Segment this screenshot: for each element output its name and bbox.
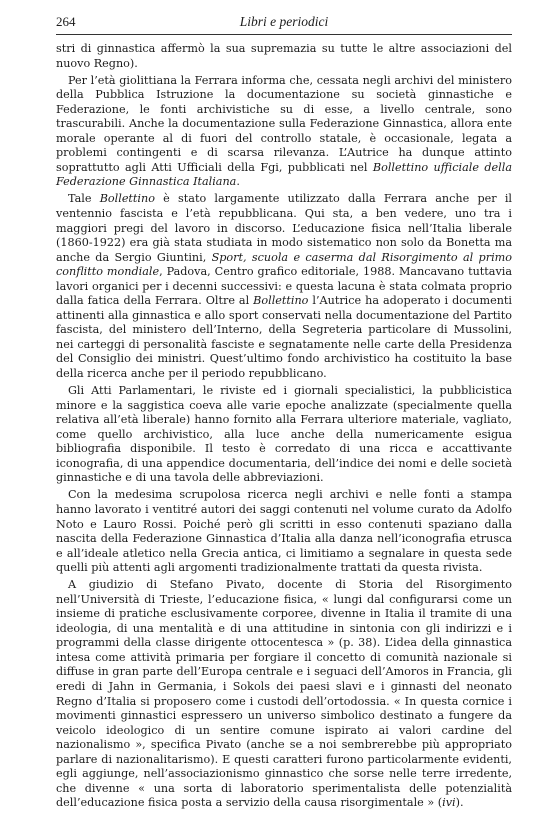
paragraph xyxy=(56,488,512,575)
text-run: A giudizio di Stefano Pivato, docente di Storia del Risorgimento nell’Università di Trieste, l’educazione fisica, « lungi dal configurarsi come un insieme di pratiche esclusivamente corporee, divenne in Italia il tramite di una ideologia, di una mentalità e di una attitudine in sintonia con gli indirizzi e i programmi della classe dirigente ottocentesca » (p. 38). L’idea della ginnastica intesa come attività primaria per forgiare il concetto di comunità nazionale si diffuse in gran parte dell’Europa centrale e i seguaci dell’Amoros in Francia, gli eredi di Jahn in Germania, i Sokols dei paesi slavi e i ginnasti del neonato Regno d’Italia si proposero come i custodi dell’ortodossia. « In questa cornice i movimenti ginnastici espressero un universo simbolico destinato a fungere da veicolo ideologico di un sentire comune ispirato ai valori cardine del nazionalismo », specifica Pivato (anche se a noi sembrerebbe più appropriato parlare di nazionalitarismo). E questi caratteri furono particolarmente evidenti, egli aggiunge, nell’associazionismo ginnastico che sorse nelle terre irredente, che divenne « una sorta di laboratorio sperimentalista delle potenzialità dell’educazione fisica posta a servizio della causa risorgimentale » ( xyxy=(56,578,512,810)
italic-text-run: Sport, scuola e caserma dal Risorgimento al primo conflitto mondiale xyxy=(56,250,512,279)
text-run: Con la medesima scrupolosa ricerca negli archivi e nelle fonti a stampa hanno lavorato i ventitré autori dei saggi contenuti nel volume curato da Adolfo Noto e Lauro Rossi. Poiché però gli scritti in esso contenuti spaziano dalla nascita della Federazione Ginnastica d’Italia alla danza nell’iconografia etrusca e all’ideale atletico nella Grecia antica, ci limitiamo a segnalare in questa sede quelli più attenti agli argomenti tradizionalmente trattati da questa rivista. xyxy=(56,488,512,575)
page-header xyxy=(56,12,512,35)
running-title: Libri e periodici xyxy=(239,14,329,29)
paragraph xyxy=(56,74,512,190)
paragraph xyxy=(56,42,512,71)
article-body xyxy=(56,42,512,811)
text-run: Per l’età giolittiana la Ferrara informa che, cessata negli archivi del ministero della Pubblica Istruzione la documentazione su società ginnastiche e Federazione, le fonti archivistiche su di esse, a livello centrale, sono trascurabili. Anche la documentazione sulla Federazione Ginnastica, allora ente morale operante al di fuori del controllo statale, è occasionale, legata a problemi contingenti e di scarsa rilevanza. L’Autrice ha dunque attinto soprattutto agli Atti Ufficiali della Fgi, pubblicati nel xyxy=(56,73,512,174)
italic-text-run: Bollettino xyxy=(99,192,155,206)
paragraph xyxy=(56,384,512,486)
text-run: Gli Atti Parlamentari, le riviste ed i giornali specialistici, la pubblicistica minore e la saggistica coeva alle varie epoche analizzate (specialmente quella relativa all’età liberale) hanno fornito alla Ferrara ulteriore materiale, vagliato, come quello archivistico, alla luce anche della numericamente esigua bibliografia disponibile. Il testo è corredato di una ricca e accattivante iconografia, di una appendice documentaria, dell’indice dei nomi e delle società ginnastiche e di una tavola delle abbreviazioni. xyxy=(56,384,512,485)
paragraph xyxy=(56,578,512,811)
text-run: Tale xyxy=(68,192,100,206)
document-page xyxy=(56,12,512,813)
italic-text-run: ivi xyxy=(442,796,456,810)
paragraph xyxy=(56,192,512,381)
text-run: l’Autrice ha adoperato i documenti attinenti alla ginnastica e allo sport conservati nella documentazione del Partito fascista, del ministero dell’Interno, della Segreteria particolare di Mussolini, nei carteggi di personalità fasciste e segnatamente nelle carte della Presidenza del Consiglio dei ministri. Quest’ultimo fondo archivistico ha costituito la base della ricerca anche per il periodo repubblicano. xyxy=(56,294,512,381)
italic-text-run: Bollettino ufficiale della Federazione Ginnastica Italiana xyxy=(56,160,512,189)
text-run: stri di ginnastica affermò la sua supremazia su tutte le altre associazioni del nuovo Regno). xyxy=(56,42,512,70)
text-run: è stato largamente utilizzato dalla Ferrara anche per il ventennio fascista e l’età repubblicana. Qui sta, a ben vedere, uno tra i maggiori pregi del lavoro in discorso. L’educazione fisica nell’Italia liberale (1860-1922) era già stata studiata in modo sistematico non solo da Bonetta ma anche da Sergio Giuntini, xyxy=(56,192,512,264)
page-number: 264 xyxy=(56,14,76,29)
text-run: ). xyxy=(455,796,464,810)
text-run: , Padova, Centro grafico editoriale, 1988. Mancavano tuttavia lavori organici per i decenni successivi: e questa lacuna è stata colmata proprio dalla fatica della Ferrara. Oltre al xyxy=(56,265,513,308)
italic-text-run: Bollettino xyxy=(253,294,309,308)
text-run: . xyxy=(236,175,240,189)
